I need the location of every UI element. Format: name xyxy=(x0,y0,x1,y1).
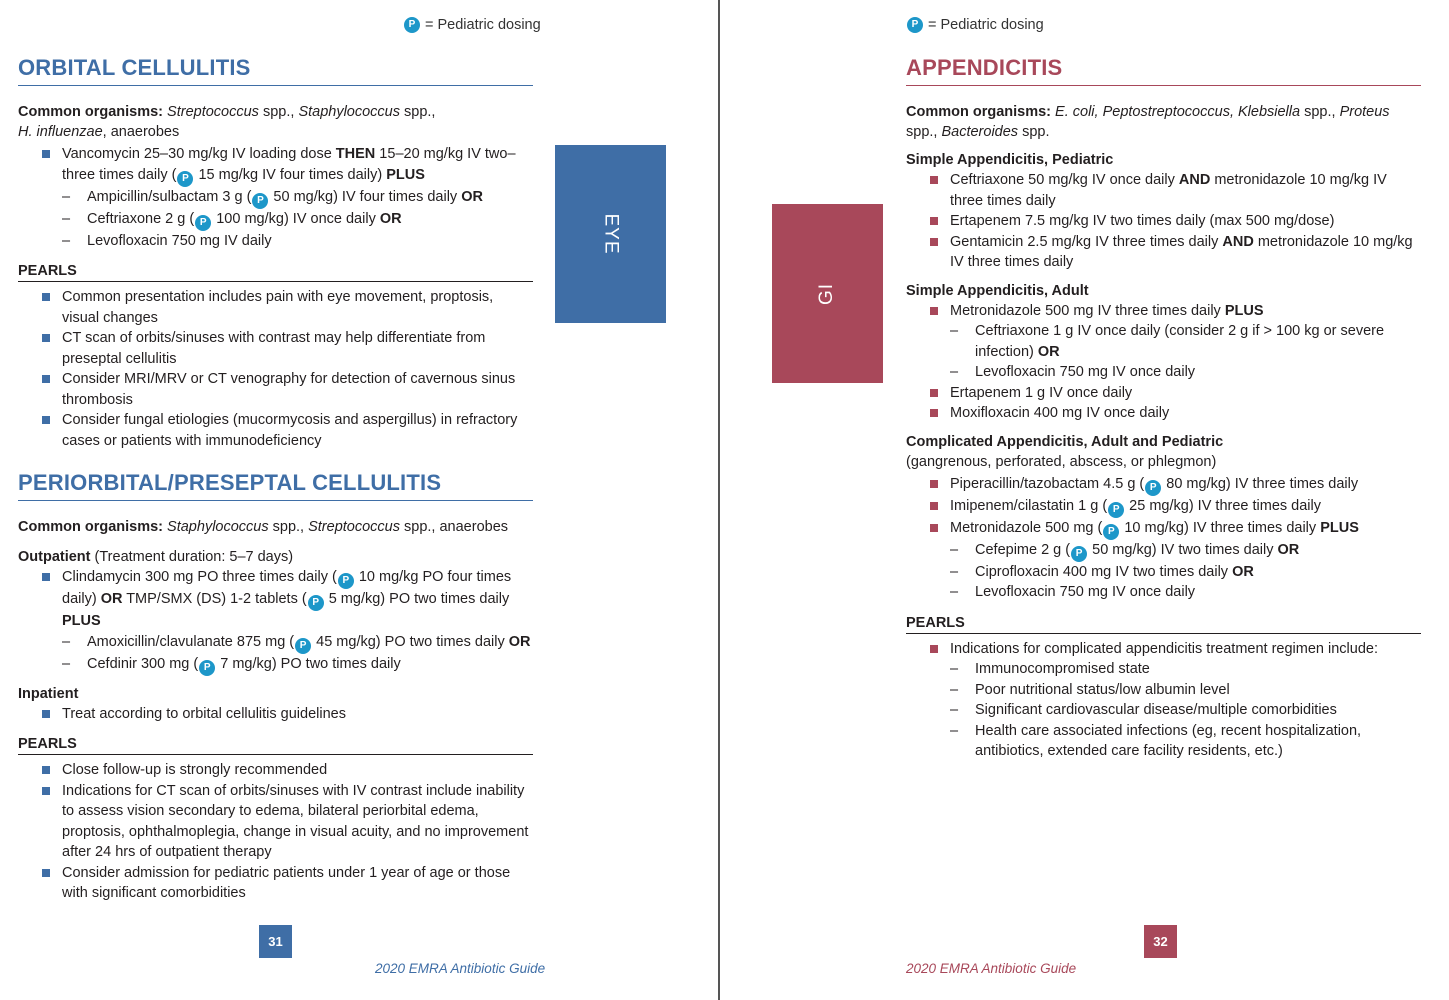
list-item: – Levofloxacin 750 mg IV daily xyxy=(18,231,533,252)
complicated-subheading: (gangrenous, perforated, abscess, or phlegmon) xyxy=(906,453,1217,470)
list-item: – Ceftriaxone 1 g IV once daily (consider 2 g if > 100 kg or severe infection) OR xyxy=(906,321,1421,362)
outpatient-heading: Outpatient (Treatment duration: 5–7 days) xyxy=(18,549,294,565)
left-column-periorbital xyxy=(18,470,533,904)
list-item: Metronidazole 500 mg ( P 10 mg/kg) IV three times daily PLUS xyxy=(906,518,1421,540)
list-item: – Ceftriaxone 2 g ( P 100 mg/kg) IV once daily OR xyxy=(18,209,533,231)
legend-label: = Pediatric dosing xyxy=(928,17,1044,33)
list-item: – Levofloxacin 750 mg IV once daily xyxy=(906,362,1421,383)
list-item: – Health care associated infections (eg, recent hospitalization, antibiotics, extended care facility residents, etc.) xyxy=(906,721,1421,762)
page-32 xyxy=(720,0,1449,1000)
outpatient-regimen xyxy=(18,567,533,632)
list-item: – Cefepime 2 g ( P 50 mg/kg) IV two times daily OR xyxy=(906,540,1421,562)
list-item: – Ampicillin/sulbactam 3 g ( P 50 mg/kg) IV four times daily OR xyxy=(18,187,533,209)
inpatient-regimen xyxy=(18,704,533,725)
pediatric-dosing-icon: P xyxy=(1145,480,1161,496)
list-item: Common presentation includes pain with eye movement, proptosis, visual changes xyxy=(18,287,533,328)
footer-title: 2020 EMRA Antibiotic Guide xyxy=(375,961,546,976)
simple-adult-regimen xyxy=(906,301,1421,322)
legend-label: = Pediatric dosing xyxy=(425,17,541,33)
list-item: Close follow-up is strongly recommended xyxy=(18,760,533,781)
gi-section-tab: GI xyxy=(772,204,883,383)
eye-section-tab: EYE xyxy=(555,145,666,323)
orbital-regimen xyxy=(18,144,533,187)
orbital-pearls xyxy=(18,287,533,451)
list-item: Gentamicin 2.5 mg/kg IV three times daily AND metronidazole 10 mg/kg IV three times daily xyxy=(906,232,1421,273)
right-column xyxy=(906,55,1421,762)
pediatric-dosing-icon: P xyxy=(252,193,268,209)
list-item: – Poor nutritional status/low albumin level xyxy=(906,680,1421,701)
list-item: Clindamycin 300 mg PO three times daily ( P 10 mg/kg PO four times daily) OR TMP/SMX (DS) 1-2 tablets ( P 5 mg/kg) PO two times daily PLUS xyxy=(18,567,533,632)
pediatric-dosing-icon: P xyxy=(1103,524,1119,540)
appendicitis-organisms: Common organisms: E. coli, Peptostreptococcus, Klebsiella spp., Proteus spp., Bacteroides spp. xyxy=(906,104,1390,140)
list-item: Consider MRI/MRV or CT venography for detection of cavernous sinus thrombosis xyxy=(18,369,533,410)
outpatient-regimen-sub xyxy=(18,632,533,676)
appendicitis-pearls-heading: PEARLS xyxy=(906,615,1421,634)
periorbital-organisms: Common organisms: Staphylococcus spp., Streptococcus spp., anaerobes xyxy=(18,519,509,535)
footer-title: 2020 EMRA Antibiotic Guide xyxy=(906,961,1077,976)
periorbital-title: PERIORBITAL/PRESEPTAL CELLULITIS xyxy=(18,470,533,501)
orbital-title: ORBITAL CELLULITIS xyxy=(18,55,533,86)
list-item: Moxifloxacin 400 mg IV once daily xyxy=(906,403,1421,424)
simple-pediatric-heading: Simple Appendicitis, Pediatric xyxy=(906,152,1114,168)
list-item: Consider admission for pediatric patients under 1 year of age or those with significant comorbidities xyxy=(18,863,533,904)
list-item: Treat according to orbital cellulitis guidelines xyxy=(18,704,533,725)
list-item: Ceftriaxone 50 mg/kg IV once daily AND metronidazole 10 mg/kg IV three times daily xyxy=(906,170,1421,211)
simple-adult-regimen-alt xyxy=(906,383,1421,424)
page-number: 32 xyxy=(1144,925,1177,958)
page-31 xyxy=(0,0,718,1000)
pediatric-dosing-icon: P xyxy=(195,215,211,231)
pediatric-dosing-icon: P xyxy=(1108,502,1124,518)
orbital-organisms: Common organisms: Streptococcus spp., Staphylococcus spp., H. influenzae, anaerobes xyxy=(18,104,436,140)
pediatric-dosing-icon: P xyxy=(338,573,354,589)
pediatric-dosing-icon: P xyxy=(308,595,324,611)
list-item: Vancomycin 25–30 mg/kg IV loading dose THEN 15–20 mg/kg IV two–three times daily ( P 15 mg/kg IV four times daily) PLUS xyxy=(18,144,533,187)
pediatric-dosing-icon: P xyxy=(404,17,420,33)
complicated-regimen xyxy=(906,474,1421,540)
list-item: – Amoxicillin/clavulanate 875 mg ( P 45 mg/kg) PO two times daily OR xyxy=(18,632,533,654)
list-item: Piperacillin/tazobactam 4.5 g ( P 80 mg/kg) IV three times daily xyxy=(906,474,1421,496)
appendicitis-pearls-sub xyxy=(906,659,1421,762)
pediatric-dosing-icon: P xyxy=(907,17,923,33)
orbital-pearls-heading: PEARLS xyxy=(18,263,533,282)
pediatric-legend xyxy=(403,17,541,33)
simple-adult-regimen-sub xyxy=(906,321,1421,383)
list-item: Indications for complicated appendicitis treatment regimen include: xyxy=(906,639,1421,660)
list-item: Consider fungal etiologies (mucormycosis and aspergillus) in refractory cases or patients with immunodeficiency xyxy=(18,410,533,451)
list-item: – Ciprofloxacin 400 mg IV two times daily OR xyxy=(906,562,1421,583)
list-item: Indications for CT scan of orbits/sinuses with IV contrast include inability to assess vision secondary to edema, bilateral periorbital edema, proptosis, ophthalmoplegia, change in visual acuity, and no improvement after 24 hrs of outpatient therapy xyxy=(18,781,533,863)
simple-pediatric-regimen xyxy=(906,170,1421,273)
list-item: – Immunocompromised state xyxy=(906,659,1421,680)
list-item: Imipenem/cilastatin 1 g ( P 25 mg/kg) IV three times daily xyxy=(906,496,1421,518)
list-item: – Levofloxacin 750 mg IV once daily xyxy=(906,582,1421,603)
pediatric-legend xyxy=(906,17,1044,33)
inpatient-heading: Inpatient xyxy=(18,685,79,702)
list-item: Ertapenem 1 g IV once daily xyxy=(906,383,1421,404)
list-item: Metronidazole 500 mg IV three times daily PLUS xyxy=(906,301,1421,322)
simple-adult-heading: Simple Appendicitis, Adult xyxy=(906,282,1089,299)
list-item: – Cefdinir 300 mg ( P 7 mg/kg) PO two times daily xyxy=(18,654,533,676)
list-item: CT scan of orbits/sinuses with contrast may help differentiate from preseptal cellulitis xyxy=(18,328,533,369)
pediatric-dosing-icon: P xyxy=(177,171,193,187)
list-item: Ertapenem 7.5 mg/kg IV two times daily (max 500 mg/dose) xyxy=(906,211,1421,232)
appendicitis-pearls xyxy=(906,639,1421,660)
page-number: 31 xyxy=(259,925,292,958)
appendicitis-title: APPENDICITIS xyxy=(906,55,1421,86)
pediatric-dosing-icon: P xyxy=(1071,546,1087,562)
list-item: – Significant cardiovascular disease/multiple comorbidities xyxy=(906,700,1421,721)
periorbital-pearls-heading: PEARLS xyxy=(18,736,533,755)
left-column xyxy=(18,55,533,451)
complicated-heading: Complicated Appendicitis, Adult and Pediatric xyxy=(906,433,1224,450)
periorbital-pearls xyxy=(18,760,533,904)
pediatric-dosing-icon: P xyxy=(199,660,215,676)
complicated-regimen-sub xyxy=(906,540,1421,603)
pediatric-dosing-icon: P xyxy=(295,638,311,654)
orbital-regimen-sub xyxy=(18,187,533,252)
